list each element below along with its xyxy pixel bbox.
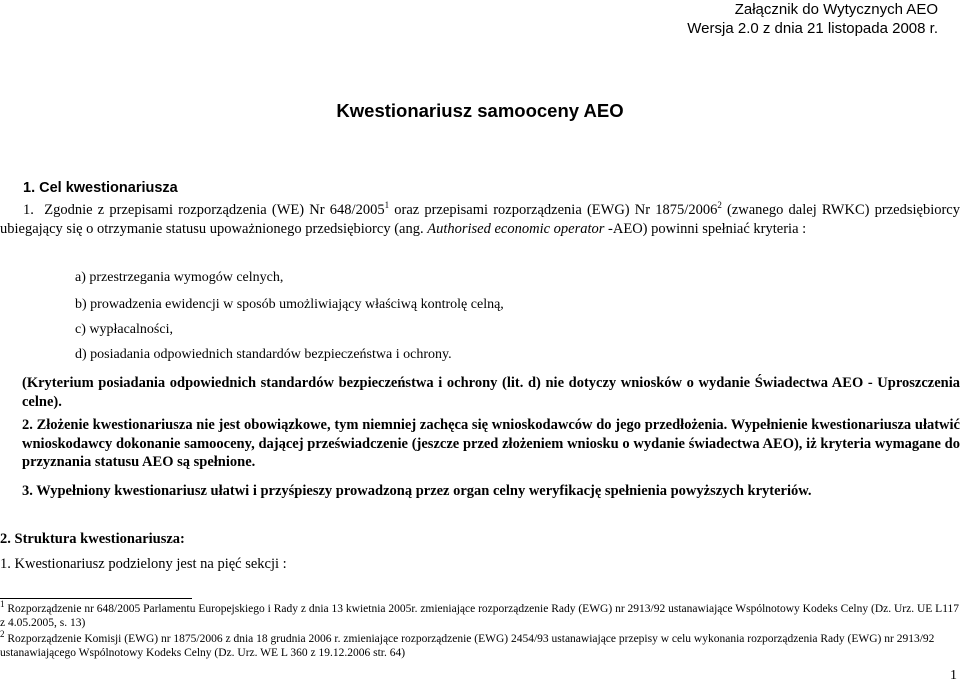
footnote-2-mark: 2 (0, 629, 5, 640)
section-1-paragraph-1 (0, 201, 960, 238)
criteria-item-d: d) posiadania odpowiednich standardów bezpieczeństwa i ochrony. (75, 347, 452, 362)
footnote-2-text: Rozporządzenie Komisji (EWG) nr 1875/2006 z dnia 18 grudnia 2006 r. zmieniające rozporządzenie (EWG) 2454/93 ustanawiające przepisy w celu wykonania rozporządzenia Rady (EWG) nr 2913/92 ustanawiającego Wspólnotowy Kodeks Celny (Dz. Urz. WE L 360 z 19.12.2006 str. 64) (0, 633, 935, 659)
footnote-1-text: Rozporządzenie nr 648/2005 Parlamentu Europejskiego i Rady z dnia 13 kwietnia 2005r. zmieniające rozporządzenie Rady (EWG) nr 2913/92 ustanawiające Wspólnotowy Kodeks Celny (Dz. Urz. UE L117 z 4.05.2005, s. 13) (0, 603, 960, 629)
paragraph-text-c: (zwanego dalej RWKC) przedsiębiorcy ubiegający się o otrzymanie statusu upoważnionego przedsiębiorcy (ang. (0, 202, 960, 237)
page-number: 1 (950, 668, 957, 683)
paragraph-italic-term: Authorised economic operator (427, 220, 605, 237)
paragraph-text-b: oraz przepisami rozporządzenia (EWG) Nr 1875/2006 (389, 202, 718, 218)
section-2-heading: 2. Struktura kwestionariusza: (0, 531, 185, 547)
footnote-ref-1: 1 (384, 200, 390, 211)
paragraph-text-d: -AEO) powinni spełniać kryteria : (604, 220, 807, 237)
section-1-heading: 1. Cel kwestionariusza (23, 180, 178, 196)
header-line-2: Wersja 2.0 z dnia 21 listopada 2008 r. (687, 20, 938, 37)
document-title: Kwestionariusz samooceny AEO (336, 100, 624, 121)
criteria-item-c: c) wypłacalności, (75, 322, 173, 337)
footnote-1 (0, 599, 960, 630)
security-criterion-note: (Kryterium posiadania odpowiednich standardów bezpieczeństwa i ochrony (lit. d) nie dotyczy wniosków o wydanie Świadectwa AEO - Uproszczenia celne). (22, 375, 960, 410)
paragraph-text-a: Zgodnie z przepisami rozporządzenia (WE) Nr 648/2005 (44, 202, 385, 218)
footnote-separator (0, 598, 192, 599)
criteria-item-b: b) prowadzenia ewidencji w sposób umożliwiający właściwą kontrolę celną, (75, 297, 504, 312)
paragraph-number: 1. (23, 202, 34, 218)
document-header (687, 0, 938, 38)
section-1-paragraph-3: 3. Wypełniony kwestionariusz ułatwi i przyśpieszy prowadzoną przez organ celny weryfikację spełnienia powyższych kryteriów. (22, 483, 812, 499)
section-2-paragraph-1: 1. Kwestionariusz podzielony jest na pięć sekcji : (0, 556, 287, 572)
footnote-1-mark: 1 (0, 599, 5, 610)
section-1-paragraph-2: 2. Złożenie kwestionariusza nie jest obowiązkowe, tym niemniej zachęca się wnioskodawców do jego przedłożenia. Wypełnienie kwestionariusza ułatwić wnioskodawcy dokonanie samooceny, dającej przeświadczenie (jeszcze przed złożeniem wniosku o wydanie świadectwa AEO), iż kryteria wymagane do przyznania statusu AEO są spełnione. (22, 417, 960, 470)
header-line-1: Załącznik do Wytycznych AEO (734, 1, 938, 18)
footnote-ref-2: 2 (717, 200, 722, 211)
footnote-2 (0, 629, 960, 660)
criteria-item-a: a) przestrzegania wymogów celnych, (75, 270, 284, 285)
